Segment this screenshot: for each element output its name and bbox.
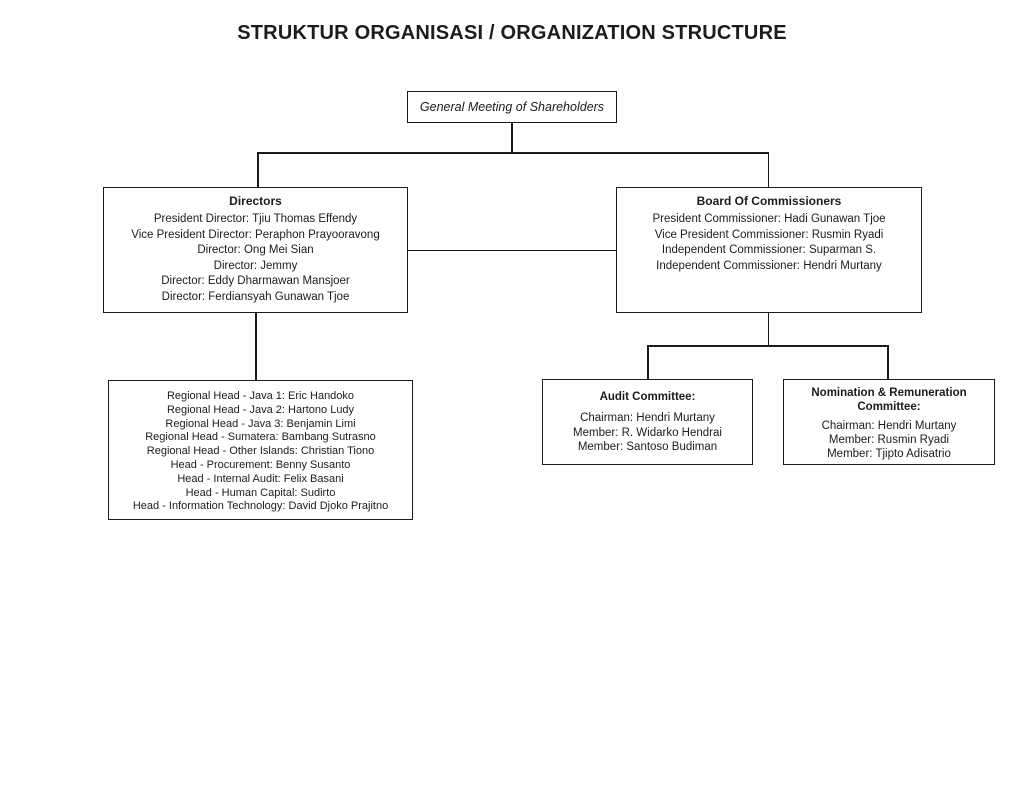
nomination-committee-member: Chairman: Hendri Murtany xyxy=(821,420,957,432)
regional-heads-box xyxy=(108,380,413,520)
connector-gms-down xyxy=(511,123,513,152)
directors-title: Directors xyxy=(229,194,282,208)
regional-head-member: Regional Head - Java 1: Eric Handoko xyxy=(166,390,355,402)
shareholders-box xyxy=(407,91,617,123)
connector-top-horizontal xyxy=(257,152,769,154)
regional-head-member: Head - Information Technology: David Djoko Prajitno xyxy=(132,500,389,513)
regional-head-member: Regional Head - Other Islands: Christian Tiono xyxy=(146,445,375,458)
commissioners-member: Independent Commissioner: Suparman S. xyxy=(661,244,877,256)
nomination-committee-member: Member: Tjipto Adisatrio xyxy=(827,448,951,461)
audit-committee-title: Audit Committee: xyxy=(599,391,696,403)
directors-box xyxy=(103,187,408,313)
commissioners-title: Board Of Commissioners xyxy=(696,194,842,208)
shareholders-label: General Meeting of Shareholders xyxy=(419,100,605,114)
connector-audit-drop xyxy=(647,345,649,379)
directors-member: Director: Eddy Dharmawan Mansjoer xyxy=(161,275,350,287)
directors-member: President Director: Tjiu Thomas Effendy xyxy=(153,213,358,225)
connector-directors-regional xyxy=(255,313,257,380)
nomination-committee-title: Nomination & Remuneration Committee: xyxy=(811,387,967,413)
regional-head-member: Head - Human Capital: Sudirto xyxy=(185,486,336,499)
audit-committee-member: Member: R. Widarko Hendrai xyxy=(573,426,722,439)
connector-commissioners-down xyxy=(768,313,770,346)
connector-directors-drop xyxy=(257,152,259,187)
directors-member: Director: Ong Mei Sian xyxy=(197,244,314,256)
commissioners-member: Vice President Commissioner: Rusmin Ryadi xyxy=(654,228,884,241)
connector-nomination-drop xyxy=(887,345,889,379)
regional-head-member: Regional Head - Java 3: Benjamin Limi xyxy=(165,417,356,430)
audit-committee-box xyxy=(542,379,753,465)
page-title: STRUKTUR ORGANISASI / ORGANIZATION STRUCTURE xyxy=(237,22,787,44)
connector-committees-horizontal xyxy=(647,345,888,347)
commissioners-box xyxy=(616,187,922,313)
audit-committee-member: Chairman: Hendri Murtany xyxy=(580,412,715,424)
connector-directors-commissioners xyxy=(408,250,616,252)
regional-head-member: Regional Head - Java 2: Hartono Ludy xyxy=(166,403,355,416)
connector-commissioners-drop xyxy=(768,152,770,187)
commissioners-member: President Commissioner: Hadi Gunawan Tjoe xyxy=(652,213,886,225)
directors-member: Director: Jemmy xyxy=(213,259,298,272)
regional-head-member: Regional Head - Sumatera: Bambang Sutrasno xyxy=(145,431,376,444)
nomination-committee-box xyxy=(783,379,995,465)
directors-member: Director: Ferdiansyah Gunawan Tjoe xyxy=(161,290,350,303)
commissioners-member: Independent Commissioner: Hendri Murtany xyxy=(656,259,882,272)
regional-head-member: Head - Internal Audit: Felix Basani xyxy=(177,472,344,485)
directors-member: Vice President Director: Peraphon Prayooravong xyxy=(131,228,380,241)
regional-head-member: Head - Procurement: Benny Susanto xyxy=(170,458,351,471)
audit-committee-member: Member: Santoso Budiman xyxy=(577,441,718,453)
nomination-committee-member: Member: Rusmin Ryadi xyxy=(828,434,950,447)
